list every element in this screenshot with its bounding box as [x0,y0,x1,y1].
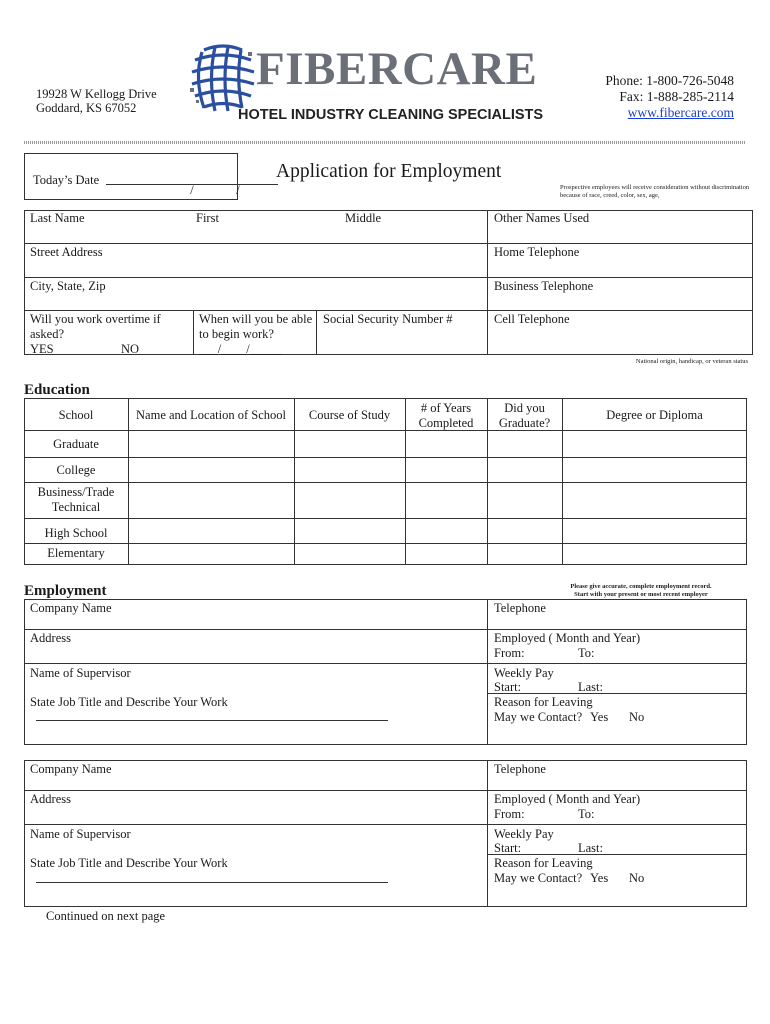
employer-2-from[interactable]: From: [494,807,525,821]
start-date-question: When will you be able [199,312,313,326]
date-label: Today’s Date / / [33,173,278,188]
col-years-1: # of Years [420,401,472,415]
employer-2-address[interactable]: Address [30,792,71,806]
employment-note: Please give accurate, complete employment record. Start with your present or most recent employer [570,583,712,598]
employer-2-contact: May we Contact? [494,871,583,885]
street-address-field[interactable]: Street Address [30,245,103,259]
nondiscrimination-notice-cont: National origin, handicap, or veteran status [635,358,748,365]
employer-1-job-title[interactable]: State Job Title and Describe Your Work [30,695,228,709]
brand-name: FIBERCARE [256,43,538,95]
employer-2-reason[interactable]: Reason for Leaving [494,856,593,870]
home-telephone-field[interactable]: Home Telephone [494,245,580,259]
phone-number: Phone: 1-800-726-5048 [605,73,734,88]
middle-name-field[interactable]: Middle [345,211,382,225]
row-label-business: Business/Trade [37,485,115,499]
city-state-zip-field[interactable]: City, State, Zip [30,279,106,293]
employer-1-reason[interactable]: Reason for Leaving [494,695,593,709]
employer-1-address[interactable]: Address [30,631,71,645]
company-address-line1: 19928 W Kellogg Drive [36,87,157,101]
row-label-technical: Technical [51,500,101,514]
employer-1-pay-last[interactable]: Last: [578,680,603,694]
header-divider [24,141,746,144]
cell-telephone-field[interactable]: Cell Telephone [494,312,570,326]
employer-2-pay-start[interactable]: Start: [494,841,522,855]
employer-2-employed-label: Employed ( Month and Year) [494,792,641,806]
employer-2-company[interactable]: Company Name [30,762,112,776]
continued-note: Continued on next page [46,909,166,923]
employer-1-telephone[interactable]: Telephone [494,601,546,615]
row-label-high-school: High School [44,526,108,540]
nondiscrimination-notice: Prospective employees will receive consideration without discrimination because of race, creed, color, sex, age, [560,184,750,199]
col-course: Course of Study [308,408,391,422]
employer-1-to[interactable]: To: [578,646,595,660]
col-school: School [58,408,94,422]
overtime-question-cont: asked? [30,327,65,341]
row-label-elementary: Elementary [47,546,105,560]
first-name-field[interactable]: First [196,211,219,225]
col-years-2: Completed [418,416,474,430]
employer-2-weekly-pay: Weekly Pay [494,827,554,841]
fax-number: Fax: 1-888-285-2114 [619,89,734,104]
overtime-yes-option[interactable]: YES [30,342,54,356]
employer-2-to[interactable]: To: [578,807,595,821]
employer-1-job-line[interactable] [36,720,388,721]
employer-1-weekly-pay: Weekly Pay [494,666,554,680]
row-label-college: College [56,463,96,477]
start-date-question-cont: to begin work? [199,327,274,341]
employer-1-contact: May we Contact? [494,710,583,724]
brand-tagline: HOTEL INDUSTRY CLEANING SPECIALISTS [238,107,544,123]
start-date-input[interactable]: ___/____/_____ [199,342,281,356]
employer-1-contact-no[interactable]: No [629,710,645,724]
website-link[interactable]: www.fibercare.com [627,105,734,120]
other-names-field[interactable]: Other Names Used [494,211,590,225]
employer-1-contact-yes[interactable]: Yes [590,710,609,724]
last-name-field[interactable]: Last Name [30,211,85,225]
globe-logo-icon [190,44,256,114]
col-degree: Degree or Diploma [606,408,703,422]
employer-1-employed-label: Employed ( Month and Year) [494,631,641,645]
employer-2-telephone[interactable]: Telephone [494,762,546,776]
employer-1-company[interactable]: Company Name [30,601,112,615]
form-title: Application for Employment [276,161,502,182]
education-heading: Education [24,382,90,398]
employer-2-supervisor[interactable]: Name of Supervisor [30,827,131,841]
company-address-line2: Goddard, KS 67052 [36,101,137,115]
employer-1-supervisor[interactable]: Name of Supervisor [30,666,131,680]
employer-2-pay-last[interactable]: Last: [578,841,603,855]
employer-2-contact-no[interactable]: No [629,871,645,885]
row-label-graduate: Graduate [53,437,99,451]
col-name-location: Name and Location of School [136,408,286,422]
employer-2-contact-yes[interactable]: Yes [590,871,609,885]
employer-2-job-title[interactable]: State Job Title and Describe Your Work [30,856,228,870]
employer-1-pay-start[interactable]: Start: [494,680,522,694]
employer-2-job-line[interactable] [36,882,388,883]
col-graduate-2: Graduate? [498,416,551,430]
employer-1-from[interactable]: From: [494,646,525,660]
business-telephone-field[interactable]: Business Telephone [494,279,594,293]
ssn-field[interactable]: Social Security Number # [323,312,453,326]
personal-info-table [24,210,753,355]
overtime-no-option[interactable]: NO [121,342,140,356]
employment-heading: Employment [24,583,107,599]
overtime-question: Will you work overtime if [30,312,161,326]
col-graduate-1: Did you [504,401,545,415]
